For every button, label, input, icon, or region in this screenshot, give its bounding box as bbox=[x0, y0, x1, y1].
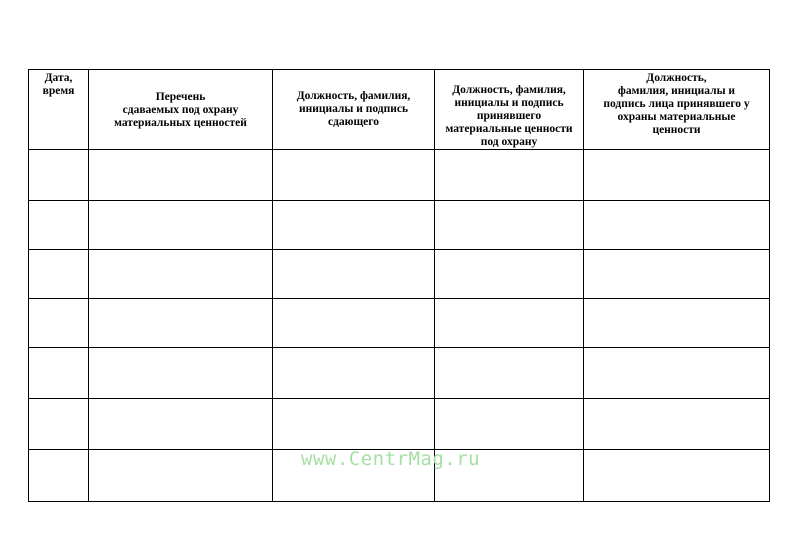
table-cell bbox=[435, 250, 584, 299]
table-row bbox=[29, 348, 770, 399]
table-cell bbox=[435, 201, 584, 250]
header-accepted-by: Должность, фамилия, инициалы и подпись принявшего материальные ценности под охрану bbox=[435, 70, 584, 150]
header-date-time: Дата, время bbox=[29, 70, 89, 150]
table-cell bbox=[29, 450, 89, 502]
header-received-from-guard-by: Должность, фамилия, инициалы и подпись лица принявшего у охраны материальные ценности bbox=[584, 70, 770, 150]
table-cell bbox=[435, 150, 584, 201]
table-row bbox=[29, 201, 770, 250]
header-row bbox=[29, 70, 770, 150]
table-row bbox=[29, 299, 770, 348]
table-cell bbox=[29, 348, 89, 399]
table-cell bbox=[89, 299, 273, 348]
table-cell bbox=[435, 348, 584, 399]
table-cell bbox=[273, 150, 435, 201]
table-cell bbox=[89, 348, 273, 399]
watermark: www.CentrMag.ru bbox=[301, 448, 481, 470]
table-cell bbox=[584, 399, 770, 450]
header-items-list: Перечень сдаваемых под охрану материальных ценностей bbox=[89, 70, 273, 150]
table-cell bbox=[435, 399, 584, 450]
table-cell bbox=[584, 299, 770, 348]
table-cell bbox=[29, 299, 89, 348]
table-cell bbox=[89, 399, 273, 450]
table-cell bbox=[273, 299, 435, 348]
table-cell bbox=[89, 201, 273, 250]
table-row bbox=[29, 250, 770, 299]
table-row bbox=[29, 150, 770, 201]
table-cell bbox=[273, 348, 435, 399]
table-row bbox=[29, 399, 770, 450]
table-cell bbox=[89, 150, 273, 201]
table-cell bbox=[435, 299, 584, 348]
table-cell bbox=[89, 450, 273, 502]
table-cell bbox=[584, 150, 770, 201]
table-cell bbox=[29, 150, 89, 201]
table-cell bbox=[273, 399, 435, 450]
table-cell bbox=[273, 201, 435, 250]
table-cell bbox=[89, 250, 273, 299]
table-cell bbox=[273, 250, 435, 299]
table-cell bbox=[584, 348, 770, 399]
table-cell bbox=[584, 450, 770, 502]
header-handed-over-by: Должность, фамилия, инициалы и подпись сдающего bbox=[273, 70, 435, 150]
table-cell bbox=[29, 201, 89, 250]
table-cell bbox=[29, 250, 89, 299]
table-cell bbox=[584, 250, 770, 299]
table-cell bbox=[29, 399, 89, 450]
table-cell bbox=[584, 201, 770, 250]
custody-log-table bbox=[28, 69, 770, 502]
